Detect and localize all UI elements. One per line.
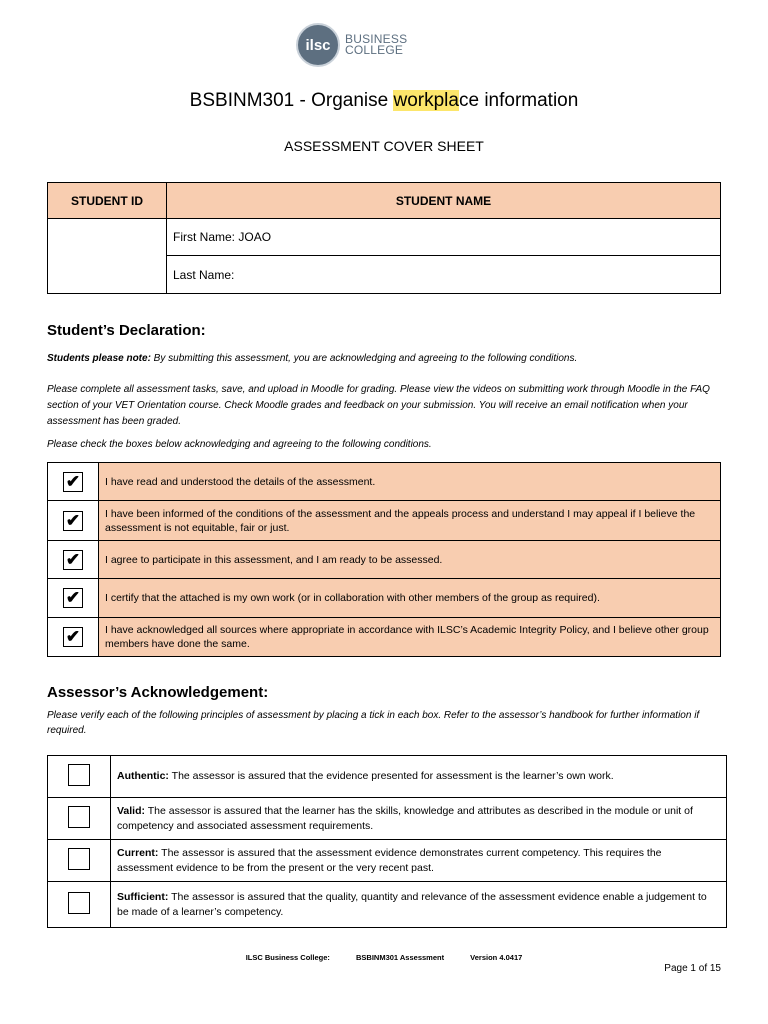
first-name-field[interactable] xyxy=(167,219,721,256)
checkbox-icon xyxy=(68,848,90,870)
title-suffix: ce information xyxy=(458,90,579,111)
declaration-paragraph: Please complete all assessment tasks, save, and upload in Moodle for grading. Please view the videos on submitting work through Moodle in the FAQ section of your VET Orientation course. Check Moodle grades and feedback on your submission. You will receive an email notification when your assessment has been graded. xyxy=(47,384,710,427)
footer xyxy=(0,953,768,962)
student-id-header: STUDENT ID xyxy=(48,183,167,219)
current-label: Current: xyxy=(117,846,159,859)
logo-line1: BUSINESS xyxy=(345,32,408,46)
authentic-text: The assessor is assured that the evidence presented for assessment is the learner’s own work. xyxy=(168,770,614,782)
assessor-heading: Assessor’s Acknowledgement: xyxy=(47,684,269,701)
declaration-checkbox-4[interactable] xyxy=(48,579,99,618)
logo-line2: COLLEGE xyxy=(345,43,404,57)
checkbox-icon xyxy=(68,764,90,786)
authentic-label: Authentic: xyxy=(117,770,169,782)
footer-version: Version 4.0417 xyxy=(470,953,523,962)
checkmark-icon: ✔ xyxy=(63,472,83,492)
student-table xyxy=(47,182,721,294)
assessor-item-authentic xyxy=(111,756,727,798)
ilsc-logo xyxy=(296,22,407,68)
sufficient-label: Sufficient: xyxy=(117,890,169,903)
checkmark-icon: ✔ xyxy=(63,511,83,531)
title-highlight: workpla xyxy=(393,90,459,111)
assessor-instruction: Please verify each of the following principles of assessment by placing a tick in each box. Refer to the assessor’s handbook for further information if required. xyxy=(47,710,700,736)
footer-assessment: BSBINM301 Assessment xyxy=(355,953,445,962)
note-bold: Students please note: xyxy=(47,353,151,364)
first-name-value: JOAO xyxy=(238,230,272,244)
last-name-label: Last Name: xyxy=(173,267,235,282)
sufficient-text: The assessor is assured that the quality, quantity and relevance of the assessment evidence enable a judgement to be made of a learner’s competency. xyxy=(117,890,707,918)
current-text: The assessor is assured that the assessment evidence demonstrates current competency. This requires the assessment evidence to be from the present or the very recent past. xyxy=(117,846,662,874)
first-name-label: First Name: xyxy=(173,230,236,244)
assessor-checkbox-sufficient[interactable] xyxy=(48,882,111,928)
document-title xyxy=(0,90,768,112)
checkmark-icon: ✔ xyxy=(63,550,83,570)
declaration-note xyxy=(47,351,727,367)
declaration-item-2: I have been informed of the conditions of the assessment and the appeals process and understand I may appeal if I believe the assessment is not equitable, fair or just. xyxy=(99,501,721,541)
document-subtitle: ASSESSMENT COVER SHEET xyxy=(284,138,484,154)
page-number: Page 1 of 15 xyxy=(664,963,721,974)
declaration-item-4: I certify that the attached is my own work (or in collaboration with other members of the group as required). xyxy=(99,579,721,618)
assessor-checkbox-valid[interactable] xyxy=(48,798,111,840)
checkbox-icon xyxy=(68,806,90,828)
declaration-checkbox-1[interactable] xyxy=(48,463,99,501)
declaration-item-3: I agree to participate in this assessment, and I am ready to be assessed. xyxy=(99,541,721,579)
assessor-item-current xyxy=(111,840,727,882)
assessor-item-sufficient xyxy=(111,882,727,928)
declaration-table xyxy=(47,462,721,657)
student-table-header xyxy=(48,183,721,219)
footer-college: ILSC Business College: xyxy=(245,953,330,962)
assessor-table xyxy=(47,755,727,928)
declaration-item-5: I have acknowledged all sources where appropriate in accordance with ILSC’s Academic Integrity Policy, and I believe other group members have done the same. xyxy=(99,618,721,657)
note-text: By submitting this assessment, you are acknowledging and agreeing to the following conditions. xyxy=(150,353,578,364)
assessor-checkbox-authentic[interactable] xyxy=(48,756,111,798)
student-id-field[interactable] xyxy=(48,219,167,294)
last-name-field[interactable] xyxy=(167,256,721,294)
declaration-item-1: I have read and understood the details of the assessment. xyxy=(99,463,721,501)
checkbox-icon xyxy=(68,892,90,914)
valid-text: The assessor is assured that the learner has the skills, knowledge and attributes as described in the module or unit of competency and associated assessment requirements. xyxy=(117,804,693,832)
declaration-checkbox-2[interactable] xyxy=(48,501,99,541)
student-name-header: STUDENT NAME xyxy=(167,183,721,219)
declaration-heading: Student’s Declaration: xyxy=(47,322,206,339)
valid-label: Valid: xyxy=(117,804,146,817)
declaration-checkbox-5[interactable] xyxy=(48,618,99,657)
check-instruction: Please check the boxes below acknowledging and agreeing to the following conditions. xyxy=(47,439,432,450)
assessor-item-valid xyxy=(111,798,727,840)
checkmark-icon: ✔ xyxy=(63,627,83,647)
logo-text xyxy=(345,34,407,56)
title-prefix: BSBINM301 - Organise xyxy=(189,90,394,111)
declaration-checkbox-3[interactable] xyxy=(48,541,99,579)
assessor-checkbox-current[interactable] xyxy=(48,840,111,882)
checkmark-icon: ✔ xyxy=(63,588,83,608)
logo-mark: ilsc xyxy=(296,23,340,67)
